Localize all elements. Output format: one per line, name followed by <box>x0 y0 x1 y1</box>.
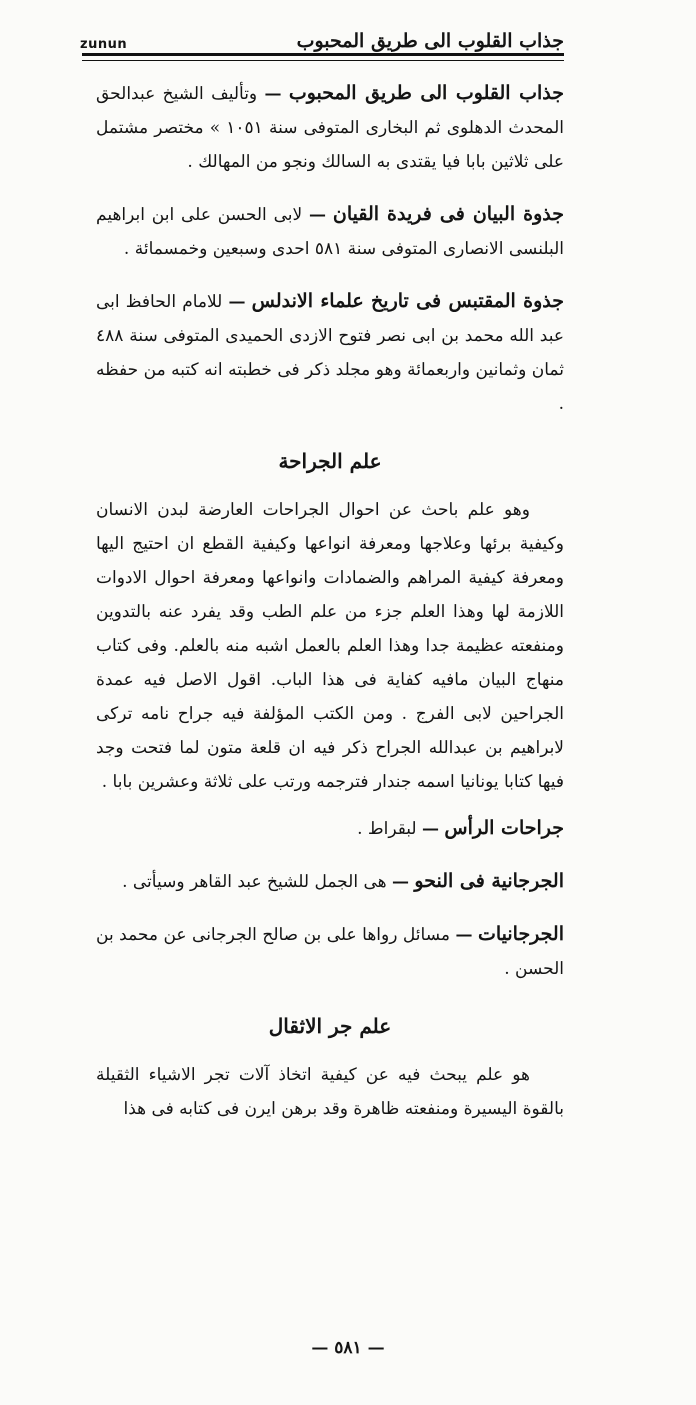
entry <box>96 864 564 899</box>
header-rule-thin <box>82 60 564 61</box>
entry-dash: — <box>422 819 440 839</box>
entry-dash: — <box>228 292 246 312</box>
entry-text: لبقراط . <box>357 819 417 839</box>
entry-dash: — <box>455 925 473 945</box>
entry-text: للامام الحافظ ابى عبد الله محمد بن ابى نصر فتوح الازدى الحميدى المتوفى سنة ٤٨٨ ثمان وثمانين واربعمائة وهو مجلد ذكر فى خطبته انه كتبه من حفظه . <box>96 292 564 414</box>
section-title: علم جر الاثقال <box>268 1014 392 1038</box>
entry <box>96 811 564 846</box>
entry <box>96 284 564 421</box>
entry-dash: — <box>309 205 327 225</box>
entry-text: وتأليف الشيخ عبدالحق المحدث الدهلوى ثم البخارى المتوفى سنة ١٠٥١ » مختصر مشتمل على ثلاثين بابا فيا يقتدى به السالك ونجو من المهالك . <box>96 84 564 172</box>
entry <box>96 197 564 266</box>
section-paragraph: وهو علم باحث عن احوال الجراحات العارضة لبدن الانسان وكيفية برئها وعلاجها ومعرفة انواعها وكيفية القطع ان احتيج اليها ومعرفة كيفية المراهم والضمادات وانواعها ومعرفة احوال الادوات اللازمة لها وهذا العلم جزء من علم الطب وقد يفرد عنه بالتدوين ومنفعته عظيمة جدا وهذا العلم بالعمل اشبه منه بالعلم. وفى كتاب منهاج البيان مافيه كفاية فى هذا الباب. اقول الاصل فيه عمدة الجراحين لابى الفرج . ومن الكتب المؤلفة فيه جراح نامه تركى لابراهيم بن عبدالله الجراح ذكر فيه ان قلعة متون لما فتحت وجد فيها كتابا يونانيا اسمه جندار فترجمه ورتب على ثلاثة وعشرين بابا . <box>96 500 564 792</box>
section-title: علم الجراحة <box>278 449 382 473</box>
header-rule-thick <box>82 53 564 56</box>
section-paragraph: هو علم يبحث فيه عن كيفية اتخاذ آلات تجر الاشياء الثقيلة بالقوة اليسيرة ومنفعته ظاهرة وقد برهن ايرن فى كتابه فى هذا <box>96 1065 564 1119</box>
entry-title: جذوة المقتبس فى تاريخ علماء الاندلس <box>251 290 564 312</box>
entry-text: هى الجمل للشيخ عبد القاهر وسيأتى . <box>122 872 387 892</box>
entry-title: جذاب القلوب الى طريق المحبوب <box>288 82 564 104</box>
running-header <box>80 22 564 52</box>
entry <box>96 917 564 986</box>
entry-title: جذوة البيان فى فريدة القيان <box>332 203 564 225</box>
page-number: — ٥٨١ — <box>311 1338 385 1358</box>
entry-title: الجرجانيات <box>477 923 565 945</box>
entry-title: الجرجانية فى النحو <box>414 870 564 892</box>
running-title: جذاب القلوب الى طريق المحبوب <box>296 30 564 52</box>
page-body <box>96 76 564 1138</box>
entry-dash: — <box>392 872 409 892</box>
entry-dash: — <box>264 84 282 104</box>
entry-text: لابى الحسن على ابن ابراهيم البلنسى الانصارى المتوفى سنة ٥٨١ احدى وسبعين وخمسمائة . <box>96 205 564 259</box>
entry-text: مسائل رواها على بن صالح الجرجانى عن محمد بن الحسن . <box>96 925 564 979</box>
running-tag: zunun <box>80 37 128 52</box>
entry-title: جراحات الرأس <box>444 817 564 839</box>
entry <box>96 76 564 179</box>
